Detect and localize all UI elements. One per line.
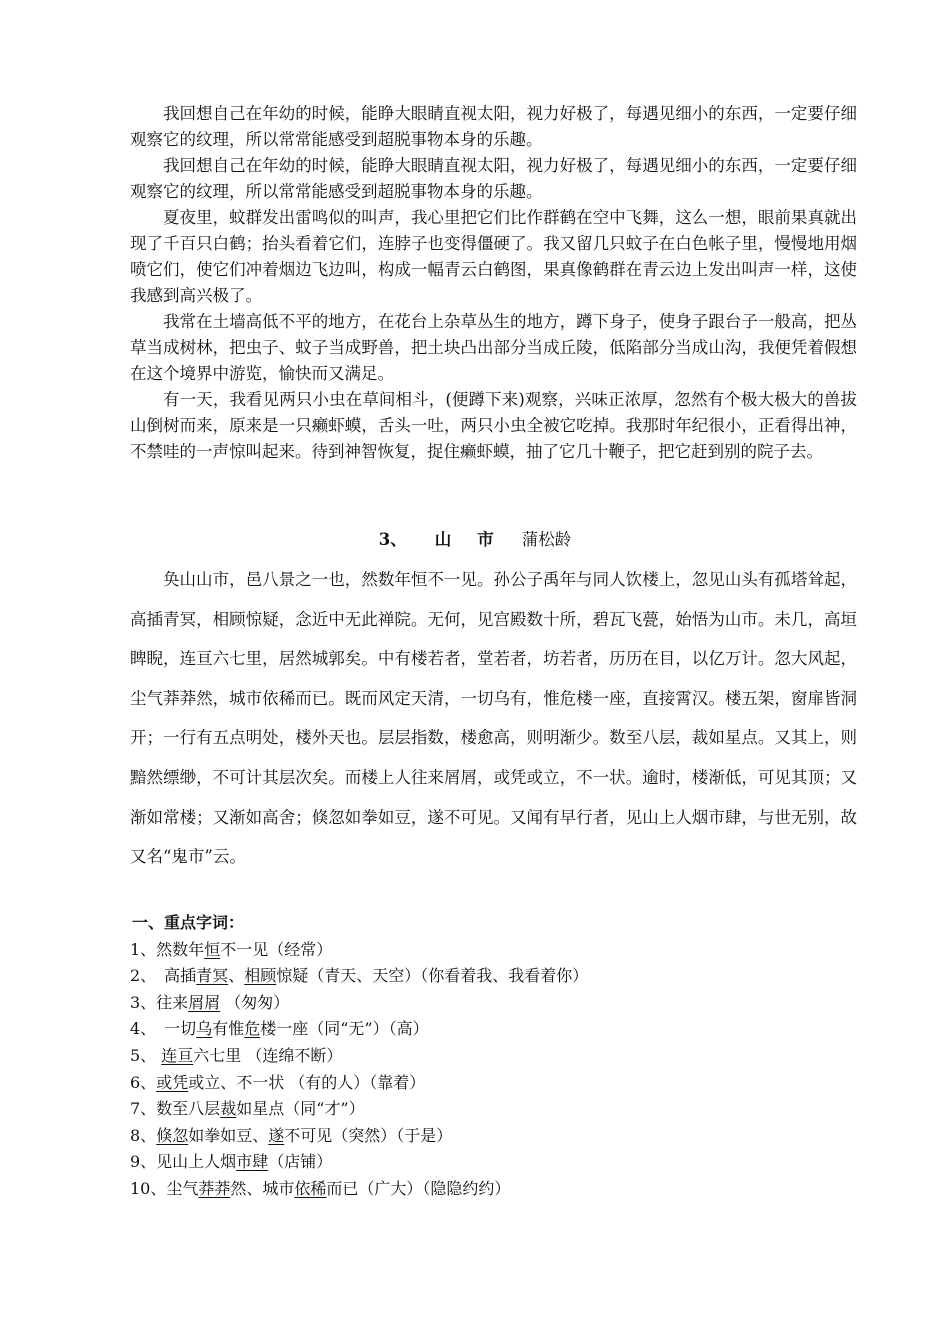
underlined-word: 依稀 [294,1178,327,1198]
underlined-word: 或凭 [156,1072,189,1092]
vocab-item [130,1043,857,1070]
vocab-text: 如拳如豆、 [188,1125,269,1145]
vocab-text: 6、 [130,1072,157,1092]
vocab-text: 8、 [130,1125,157,1145]
paragraph: 有一天，我看见两只小虫在草间相斗，(便蹲下来)观察，兴味正浓厚，忽然有个极大极大的兽拔山倒树而来，原来是一只癞虾蟆，舌头一吐，两只小虫全被它吃掉。我那时年纪很小，正看得出神，不禁哇的一声惊叫起来。待到神智恢复，捉住癞虾蟆，抽了它几十鞭子，把它赶到别的院子去。 [130,390,857,461]
vocab-item [130,1070,857,1097]
vocab-text: 不一见（经常） [220,939,333,959]
vocab-text: 六七里 （连绵不断） [193,1045,343,1065]
vocab-text: 2、 高插 [130,966,197,986]
vocab-text: （店铺） [268,1152,333,1172]
classical-text: 奂山山市，邑八景之一也，然数年恒不一见。孙公子禹年与同人饮楼上，忽见山头有孤塔耸起，高插青冥，相顾惊疑，念近中无此禅院。无何，见宫殿数十所，碧瓦飞甍，始悟为山市。未几，高垣睥睨，连亘六七里，居然城郭矣。中有楼若者，堂若者，坊若者，历历在目，以亿万计。忽大风起，尘气莽莽然，城市依稀而已。既而风定天清，一切乌有，惟危楼一座，直接霄汉。楼五架，窗扉皆洞开；一行有五点明处，楼外天也。层层指数，楼愈高，则明渐少。数至八层，裁如星点。又其上，则黯然缥缈，不可计其层次矣。而楼上人往来屑屑，或凭或立，不一状。逾时，楼渐低，可见其顶；又渐如常楼；又渐如高舍；倏忽如拳如豆，遂不可见。又闻有早行者，见山上人烟市肆，与世无别，故又名“鬼市”云。 [130,570,857,867]
vocab-item [130,1176,857,1203]
section-title-char-1: 山 [434,530,452,549]
section-number: 3、 [378,530,407,549]
vocab-item [130,937,857,964]
vocab-text: 有惟 [212,1019,245,1039]
vocab-text: 或立、不一状 （有的人）（靠着） [188,1072,426,1092]
underlined-word: 乌 [196,1019,213,1039]
section-title-char-2: 市 [477,530,494,549]
intro-text-block [130,101,857,465]
vocab-text: 楼一座（同“无”）（高） [260,1019,429,1039]
underlined-word: 倏忽 [156,1125,189,1145]
vocab-section [130,910,857,1203]
vocab-item [130,963,857,990]
vocab-item [130,1016,857,1043]
vocab-text: 如星点（同“才”） [236,1099,365,1119]
underlined-word: 市肆 [236,1152,269,1172]
vocab-list [130,937,857,1203]
vocab-text: 3、往来 [130,992,189,1012]
vocab-heading: 一、重点字词： [132,913,245,932]
underlined-word: 莽莽 [198,1178,231,1198]
underlined-word: 连亘 [161,1045,194,1065]
vocab-text: 惊疑（青天、天空）（你看着我、我看着你） [276,966,589,986]
vocab-text: 9、见山上人烟 [130,1152,237,1172]
vocab-text: 5、 [130,1045,162,1065]
vocab-text: 10、尘气 [130,1178,199,1198]
vocab-text: 不可见（突然）（于是） [284,1125,453,1145]
paragraph: 夏夜里，蚊群发出雷鸣似的叫声，我心里把它们比作群鹤在空中飞舞，这么一想，眼前果真就出现了千百只白鹤；抬头看着它们，连脖子也变得僵硬了。我又留几只蚊子在白色帐子里，慢慢地用烟喷它们，使它们冲着烟边飞边叫，构成一幅青云白鹤图，果真像鹤群在青云边上发出叫声一样，这使我感到高兴极了。 [130,208,857,305]
vocab-text: 而已（广大）（隐隐约约） [326,1178,511,1198]
underlined-word: 相顾 [244,966,277,986]
vocab-text: 1、然数年 [130,939,205,959]
vocab-text: 7、数至八层 [130,1099,221,1119]
underlined-word: 恒 [204,939,221,959]
paragraph: 我回想自己在年幼的时候，能睁大眼睛直视太阳，视力好极了，每遇见细小的东西，一定要仔细观察它的纹理，所以常常能感受到超脱事物本身的乐趣。 [130,156,857,201]
vocab-item [130,990,857,1017]
paragraph: 我常在土墙高低不平的地方，在花台上杂草丛生的地方，蹲下身子，使身子跟台子一般高，把丛草当成树林，把虫子、蚊子当成野兽，把土块凸出部分当成丘陵，低陷部分当成山沟，我便凭着假想在这个境界中游览，愉快而又满足。 [130,312,857,383]
vocab-item [130,1149,857,1176]
vocab-text: （匆匆） [220,992,290,1012]
underlined-word: 裁 [220,1099,237,1119]
vocab-item [130,1123,857,1150]
vocab-item [130,1096,857,1123]
section-author: 蒲松龄 [521,530,572,549]
underlined-word: 危 [244,1019,261,1039]
underlined-word: 青冥 [196,966,229,986]
paragraph: 我回想自己在年幼的时候，能睁大眼睛直视太阳，视力好极了，每遇见细小的东西，一定要仔细观察它的纹理，所以常常能感受到超脱事物本身的乐趣。 [130,104,857,149]
vocab-text: 、 [228,966,245,986]
section-heading [0,528,950,552]
underlined-word: 遂 [268,1125,285,1145]
vocab-text: 然、城市 [230,1178,295,1198]
vocab-text: 4、 一切 [130,1019,197,1039]
underlined-word: 屑屑 [188,992,221,1012]
